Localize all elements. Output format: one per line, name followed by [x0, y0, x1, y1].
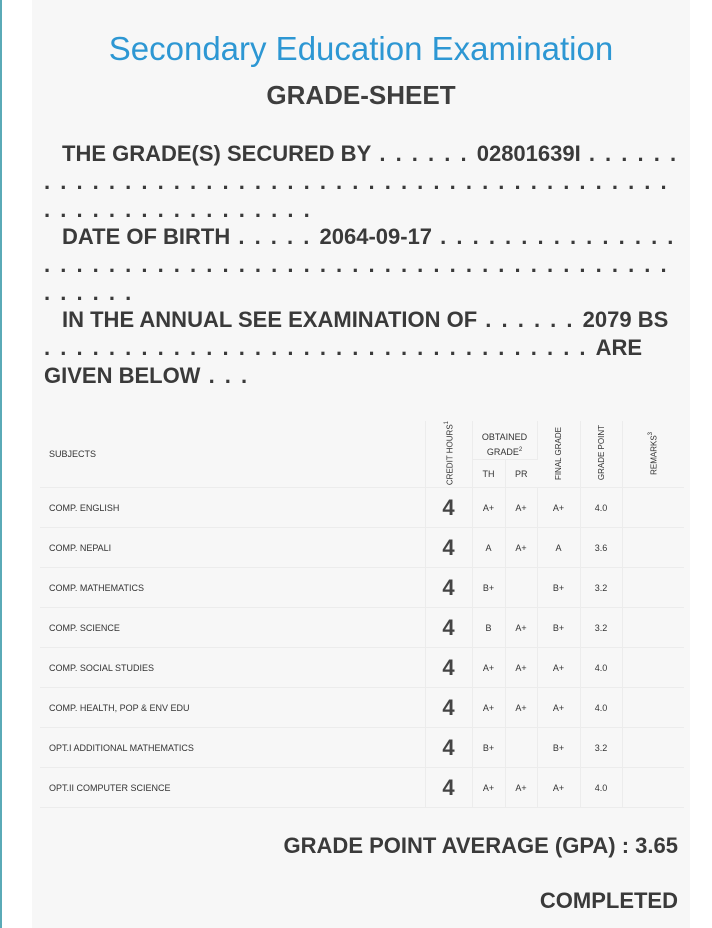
header-remarks: REMARKS$^3$ [622, 421, 684, 488]
dob-label: DATE OF BIRTH [62, 224, 231, 249]
grade-point-cell: 4.0 [580, 488, 622, 528]
exam-name: Secondary Education Examination [108, 30, 614, 67]
grade-point-cell: 3.2 [580, 728, 622, 768]
table-row [40, 688, 684, 728]
remarks-cell [622, 688, 684, 728]
subject-cell: COMP. MATHEMATICS [40, 568, 425, 608]
subject-cell: COMP. NEPALI [40, 528, 425, 568]
grade-point-cell: 3.6 [580, 528, 622, 568]
th-grade-cell: B [472, 608, 505, 648]
final-grade-cell: B+ [537, 568, 580, 608]
subject-cell: OPT.II COMPUTER SCIENCE [40, 768, 425, 808]
subject-cell: OPT.I ADDITIONAL MATHEMATICS [40, 728, 425, 768]
secured-by-label: THE GRADE(S) SECURED BY [62, 141, 372, 166]
exam-line: IN THE ANNUAL SEE EXAMINATION OF . . . . . . 2079 BS . . . . . . . . . . . . . . . . . . . . . . . . . . . . . . . . . . ARE GIVEN BELOW . . . [44, 307, 669, 388]
credit-cell: 4 [425, 768, 472, 808]
grade-point-cell: 3.2 [580, 568, 622, 608]
grades-table [40, 421, 684, 808]
gpa-label: GRADE POINT AVERAGE (GPA) : [283, 833, 630, 858]
dob-line: DATE OF BIRTH . . . . . 2064-09-17 . . . . . . . . . . . . . . . . . . . . . . . . . . . . . . . . . . . . . . . . . . . . . . . . . . . . . . . . . . . . [44, 224, 676, 305]
table-row [40, 488, 684, 528]
subject-cell: COMP. ENGLISH [40, 488, 425, 528]
table-row [40, 568, 684, 608]
left-border-line [0, 0, 2, 928]
pr-grade-cell [505, 568, 537, 608]
th-grade-cell: B+ [472, 568, 505, 608]
table-row [40, 608, 684, 648]
remarks-cell [622, 528, 684, 568]
symbol-number: 02801639I [476, 141, 581, 166]
gpa-line [284, 833, 678, 859]
remarks-cell [622, 768, 684, 808]
final-grade-cell: A+ [537, 688, 580, 728]
final-grade-cell: B+ [537, 728, 580, 768]
credit-cell: 4 [425, 608, 472, 648]
grade-sheet [32, 0, 690, 928]
header-subjects: SUBJECTS [40, 421, 425, 488]
th-grade-cell: A+ [472, 648, 505, 688]
pr-grade-cell: A+ [505, 648, 537, 688]
remarks-cell [622, 608, 684, 648]
header-pr: PR [505, 460, 537, 488]
final-grade-cell: A [537, 528, 580, 568]
subject-cell: COMP. SOCIAL STUDIES [40, 648, 425, 688]
pr-grade-cell: A+ [505, 768, 537, 808]
given-below-label: ARE GIVEN BELOW [44, 335, 643, 388]
table-row [40, 528, 684, 568]
credit-cell: 4 [425, 528, 472, 568]
th-grade-cell: A+ [472, 488, 505, 528]
pr-grade-cell: A+ [505, 528, 537, 568]
final-grade-cell: A+ [537, 488, 580, 528]
result-status: COMPLETED [539, 888, 678, 913]
final-grade-cell: A+ [537, 648, 580, 688]
pr-grade-cell: A+ [505, 688, 537, 728]
subject-cell: COMP. HEALTH, POP & ENV EDU [40, 688, 425, 728]
header-credit-hours: CREDIT HOURS$^1$ [425, 421, 472, 488]
header-grade-point: GRADE POINT [580, 421, 622, 488]
credit-cell: 4 [425, 728, 472, 768]
grade-point-cell: 4.0 [580, 768, 622, 808]
final-grade-cell: A+ [537, 768, 580, 808]
date-of-birth: 2064-09-17 [319, 224, 433, 249]
table-row [40, 728, 684, 768]
header-obtained-grade: OBTAINED GRADE$^2$ [472, 421, 537, 460]
pr-grade-cell: A+ [505, 608, 537, 648]
gpa-value: 3.65 [635, 833, 678, 858]
exam-label: IN THE ANNUAL SEE EXAMINATION OF [62, 307, 478, 332]
header-th: TH [472, 460, 505, 488]
credit-cell: 4 [425, 648, 472, 688]
th-grade-cell: A [472, 528, 505, 568]
table-row [40, 768, 684, 808]
remarks-cell [622, 568, 684, 608]
grade-point-cell: 4.0 [580, 648, 622, 688]
pr-grade-cell: A+ [505, 488, 537, 528]
remarks-cell [622, 648, 684, 688]
credit-cell: 4 [425, 488, 472, 528]
remarks-cell [622, 488, 684, 528]
credit-cell: 4 [425, 568, 472, 608]
th-grade-cell: A+ [472, 688, 505, 728]
pr-grade-cell [505, 728, 537, 768]
exam-year: 2079 BS [582, 307, 669, 332]
final-grade-cell: B+ [537, 608, 580, 648]
remarks-cell [622, 728, 684, 768]
secured-by-line: THE GRADE(S) SECURED BY . . . . . . 02801639I . . . . . . . . . . . . . . . . . . . . . . . . . . . . . . . . . . . . . . . . . . . . . . . . . . . . . . . . . . . . . . [44, 141, 679, 222]
table-row [40, 648, 684, 688]
th-grade-cell: B+ [472, 728, 505, 768]
grade-point-cell: 3.2 [580, 608, 622, 648]
header-final-grade: FINAL GRADE [537, 421, 580, 488]
subject-cell: COMP. SCIENCE [40, 608, 425, 648]
credit-cell: 4 [425, 688, 472, 728]
sheet-title: GRADE-SHEET [266, 80, 456, 110]
th-grade-cell: A+ [472, 768, 505, 808]
grade-point-cell: 4.0 [580, 688, 622, 728]
